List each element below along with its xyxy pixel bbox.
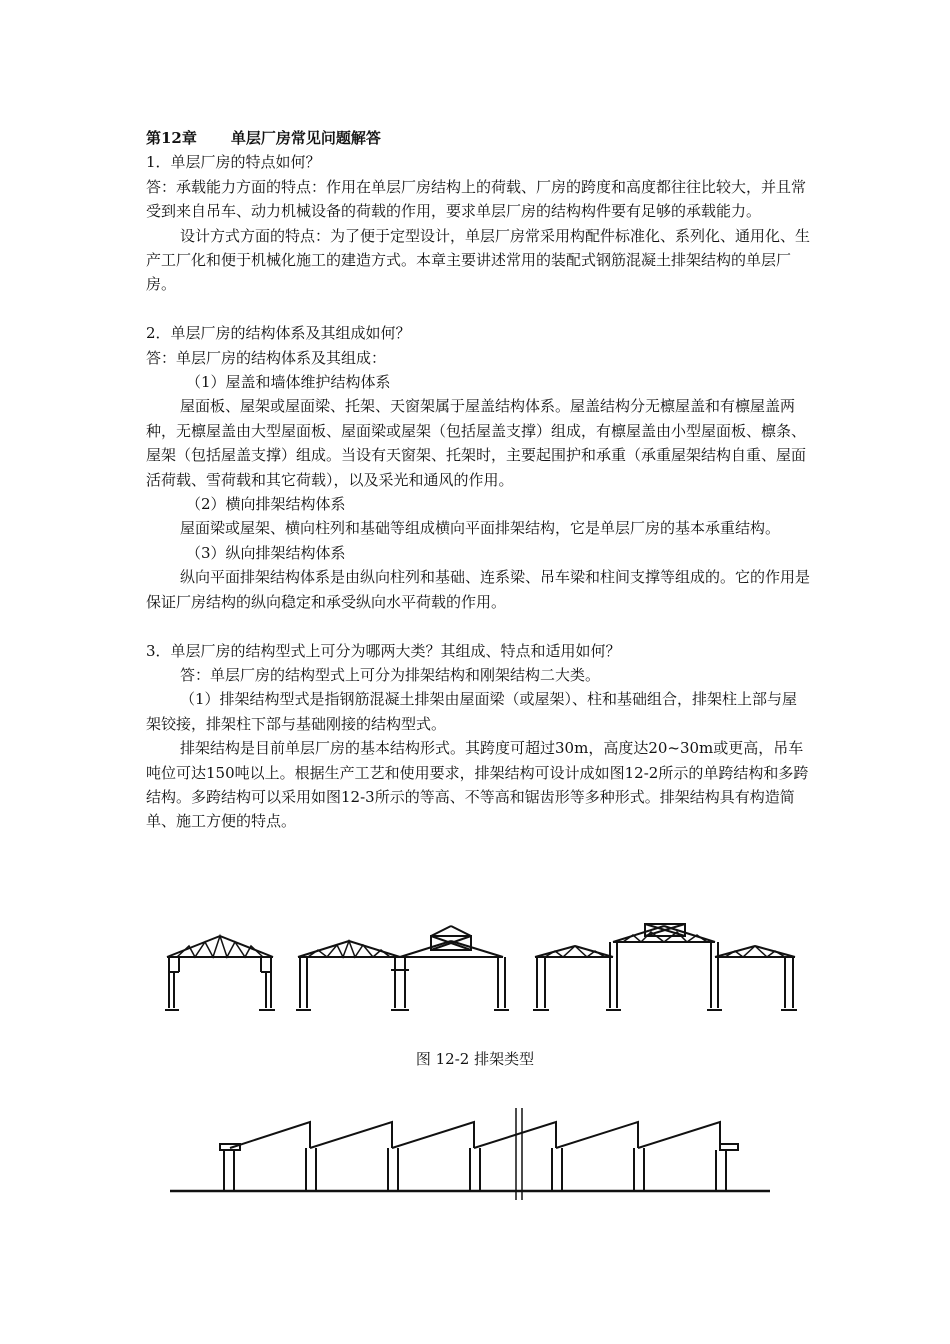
question-1: 1．单层厂房的特点如何？	[146, 153, 321, 172]
question-2: 2．单层厂房的结构体系及其组成如何？	[146, 324, 411, 343]
answer-2-paragraph-1: 屋面板、屋架或屋面梁、托架、天窗架属于屋盖结构体系。屋盖结构分无檩屋盖和有檩屋盖两种，无檩屋盖由大型屋面板、屋面梁或屋架（包括屋盖支撑）组成，有檩屋盖由小型屋面板、檩条、屋架（包括屋盖支撑）组成。当设有天窗架、托架时，主要起围护和承重（承重屋架结构自重、屋面活荷载、雪荷载和其它荷载），以及采光和通风的作用。	[146, 397, 807, 489]
answer-3-paragraph-1: （1）排架结构型式是指钢筋混凝土排架由屋面梁（或屋架）、柱和基础组合，排架柱上部与屋架铰接，排架柱下部与基础刚接的结构型式。	[146, 690, 798, 733]
answer-2-paragraph-2: 屋面梁或屋架、横向柱列和基础等组成横向平面排架结构，它是单层厂房的基本承重结构。	[180, 519, 781, 538]
sawtooth-frame-figure	[170, 1108, 770, 1200]
answer-2-paragraph-3: 纵向平面排架结构体系是由纵向柱列和基础、连系梁、吊车梁和柱间支撑等组成的。它的作用是保证厂房结构的纵向稳定和承受纵向水平荷载的作用。	[146, 568, 811, 611]
chapter-title: 单层厂房常见问题解答	[230, 129, 381, 147]
answer-3-intro: 答：单层厂房的结构型式上可分为排架结构和刚架结构二大类。	[180, 665, 601, 684]
answer-2-heading-3: （3）纵向排架结构体系	[186, 543, 346, 562]
answer-2-heading-1: （1）屋盖和墙体维护结构体系	[186, 373, 391, 392]
answer-2-heading-2: （2）横向排架结构体系	[186, 495, 346, 514]
bent-frame-types-figure	[155, 922, 815, 1022]
figure-12-2-caption: 图 12-2 排架类型	[415, 1050, 535, 1068]
answer-3-paragraph-2: 排架结构是目前单层厂房的基本结构形式。其跨度可超过30m，高度达20~30m或更高，吊车吨位可达150吨以上。根据生产工艺和使用要求，排架结构可设计成如图12-2所示的单跨结构和多跨结构。多跨结构可以采用如图12-3所示的等高、不等高和锯齿形等多种形式。排架结构具有构造简单、施工方便的特点。	[146, 739, 809, 831]
document-body	[146, 126, 812, 834]
chapter-number: 第12章	[146, 129, 197, 147]
answer-2-intro: 答：单层厂房的结构体系及其组成：	[146, 348, 387, 367]
answer-1-paragraph-2: 设计方式方面的特点：为了便于定型设计，单层厂房常采用构配件标准化、系列化、通用化、生产工厂化和便于机械化施工的建造方式。本章主要讲述常用的装配式钢筋混凝土排架结构的单层厂房。	[146, 226, 811, 294]
chapter-heading	[146, 126, 812, 150]
question-3: 3．单层厂房的结构型式上可分为哪两大类？其组成、特点和适用如何？	[146, 641, 621, 660]
answer-1-paragraph-1: 答：承载能力方面的特点：作用在单层厂房结构上的荷载、厂房的跨度和高度都往往比较大，并且常受到来自吊车、动力机械设备的荷载的作用，要求单层厂房的结构构件要有足够的承载能力。	[146, 177, 807, 221]
